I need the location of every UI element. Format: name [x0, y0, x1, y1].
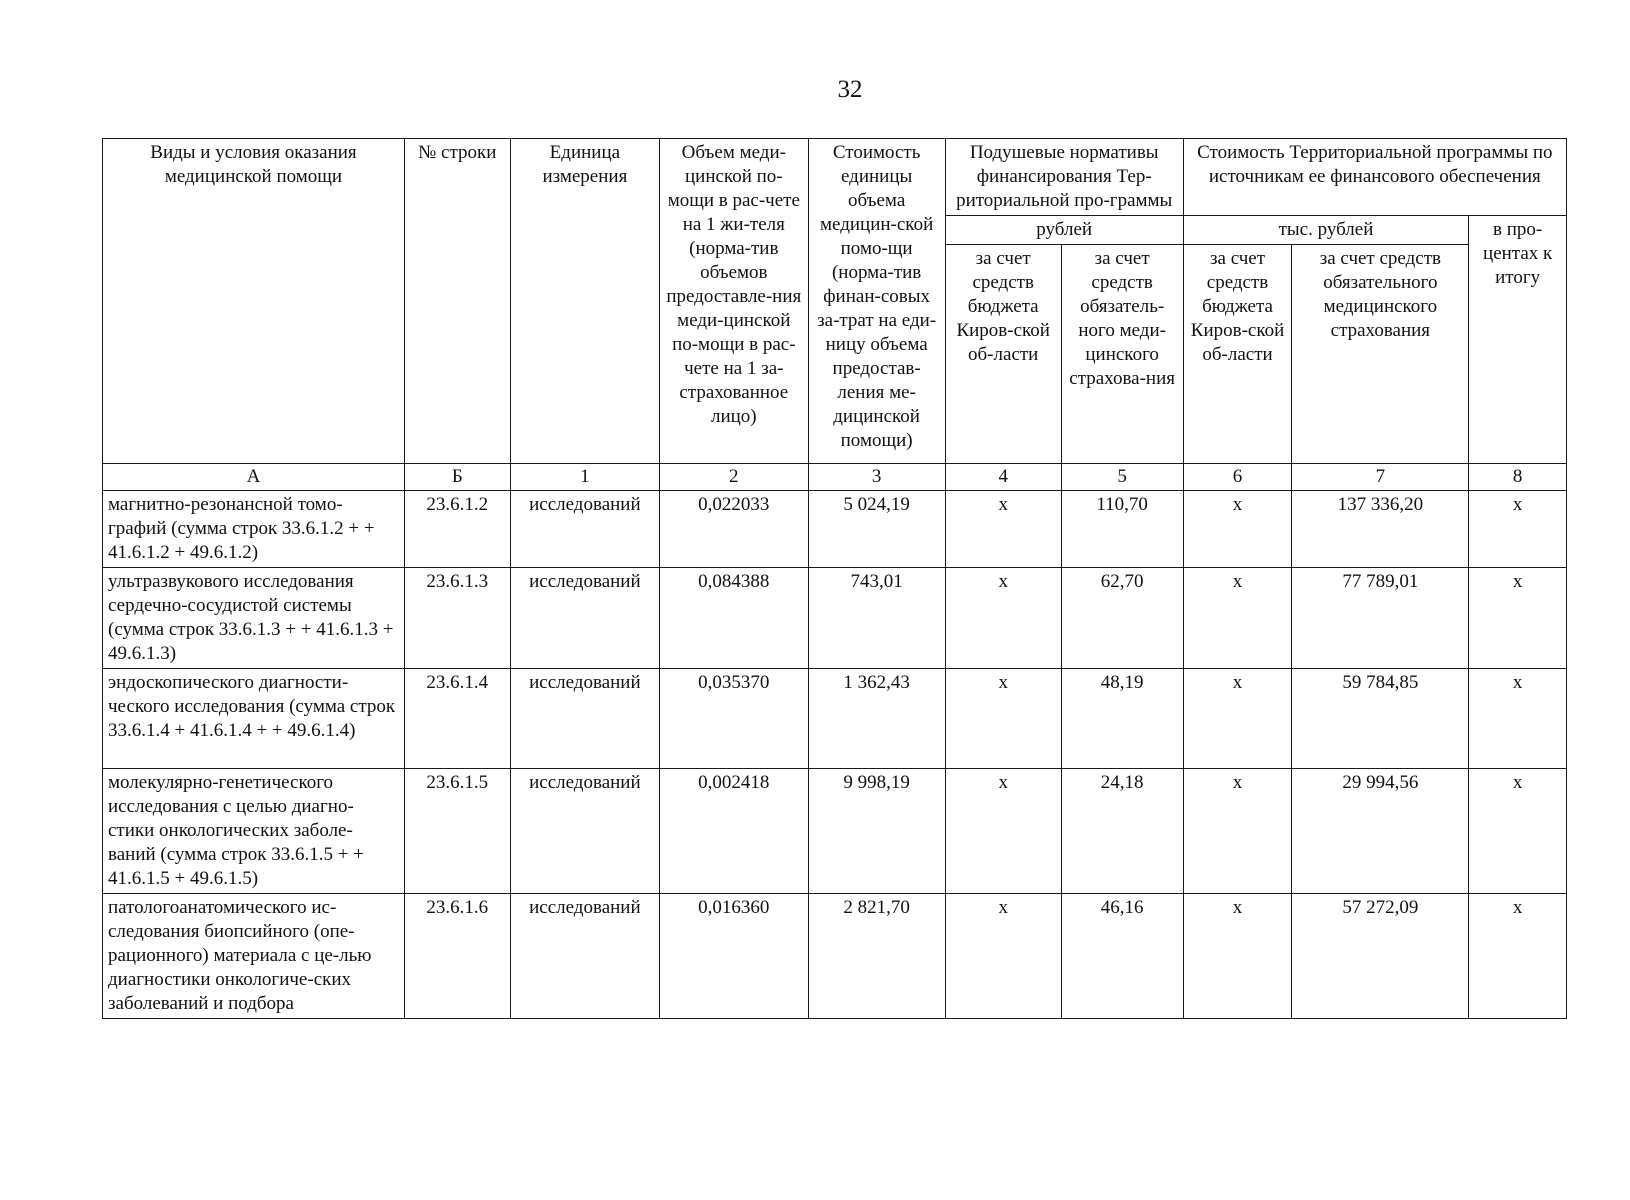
line-number: 23.6.1.3 — [404, 568, 510, 669]
regional-budget-norm-value: х — [945, 769, 1061, 894]
care-type-name: ультразвукового исследования сердечно-сосудистой системы (сумма строк 33.6.1.3 + + 41.6.1.3 + 49.6.1.3) — [103, 568, 405, 669]
unit-cost-value: 5 024,19 — [808, 491, 945, 568]
unit-cost-value: 9 998,19 — [808, 769, 945, 894]
header-oms-cost: за счет средств обязательного медицинского страхования — [1292, 245, 1469, 464]
column-index: 1 — [510, 464, 659, 491]
regional-budget-norm-value: х — [945, 491, 1061, 568]
table-row — [103, 568, 1567, 669]
care-type-name: магнитно-резонансной томо-графий (сумма строк 33.6.1.2 + + 41.6.1.2 + 49.6.1.2) — [103, 491, 405, 568]
header-oms-norm: за счет средств обязатель-ного меди-цинского страхова-ния — [1061, 245, 1183, 464]
oms-cost-value: 77 789,01 — [1292, 568, 1469, 669]
column-index: 4 — [945, 464, 1061, 491]
care-type-name: эндоскопического диагности-ческого исследования (сумма строк 33.6.1.4 + 41.6.1.4 + + 49.6.1.4) — [103, 669, 405, 769]
unit-cost-value: 1 362,43 — [808, 669, 945, 769]
volume-value: 0,035370 — [660, 669, 808, 769]
column-index: 2 — [660, 464, 808, 491]
oms-cost-value: 57 272,09 — [1292, 894, 1469, 1019]
volume-value: 0,002418 — [660, 769, 808, 894]
table-row — [103, 669, 1567, 769]
header-unit: Единица измерения — [510, 139, 659, 464]
table-row — [103, 769, 1567, 894]
percent-of-total-value: х — [1469, 769, 1567, 894]
regional-budget-cost-value: х — [1183, 491, 1292, 568]
header-program-cost: Стоимость Территориальной программы по источникам ее финансового обеспечения — [1183, 139, 1566, 216]
header-care-types: Виды и условия оказания медицинской помощи — [103, 139, 405, 464]
regional-budget-cost-value: х — [1183, 894, 1292, 1019]
regional-budget-cost-value: х — [1183, 568, 1292, 669]
unit-cost-value: 2 821,70 — [808, 894, 945, 1019]
header-regional-budget-cost: за счет средств бюджета Киров-ской об-ласти — [1183, 245, 1292, 464]
care-type-name: молекулярно-генетического исследования с целью диагно-стики онкологических заболе-ваний (сумма строк 33.6.1.5 + + 41.6.1.5 + 49.6.1.5) — [103, 769, 405, 894]
volume-value: 0,022033 — [660, 491, 808, 568]
table-row — [103, 491, 1567, 568]
column-index: 5 — [1061, 464, 1183, 491]
line-number: 23.6.1.6 — [404, 894, 510, 1019]
column-index: 6 — [1183, 464, 1292, 491]
care-type-name: патологоанатомического ис-следования биопсийного (опе-рационного) материала с це-лью диагностики онкологиче-ских заболеваний и подбора — [103, 894, 405, 1019]
oms-cost-value: 137 336,20 — [1292, 491, 1469, 568]
header-unit-thousand-rubles: тыс. рублей — [1183, 216, 1469, 245]
unit-cost-value: 743,01 — [808, 568, 945, 669]
percent-of-total-value: х — [1469, 568, 1567, 669]
header-unit-cost: Стоимость единицы объема медицин-ской помо-щи (норма-тив финан-совых за-трат на еди-ницу объема предостав-ления ме-дицинской помощи) — [808, 139, 945, 464]
volume-value: 0,084388 — [660, 568, 808, 669]
percent-of-total-value: х — [1469, 894, 1567, 1019]
unit-of-measure: исследований — [510, 894, 659, 1019]
oms-norm-value: 24,18 — [1061, 769, 1183, 894]
header-percent-of-total: в про-центах к итогу — [1469, 216, 1567, 464]
medical-care-cost-table — [102, 138, 1567, 1019]
column-index: А — [103, 464, 405, 491]
percent-of-total-value: х — [1469, 669, 1567, 769]
header-unit-rubles: рублей — [945, 216, 1183, 245]
regional-budget-cost-value: х — [1183, 769, 1292, 894]
unit-of-measure: исследований — [510, 568, 659, 669]
table-row — [103, 894, 1567, 1019]
regional-budget-norm-value: х — [945, 669, 1061, 769]
column-index: 8 — [1469, 464, 1567, 491]
header-line-number: № строки — [404, 139, 510, 464]
line-number: 23.6.1.5 — [404, 769, 510, 894]
oms-cost-value: 59 784,85 — [1292, 669, 1469, 769]
percent-of-total-value: х — [1469, 491, 1567, 568]
line-number: 23.6.1.4 — [404, 669, 510, 769]
header-volume: Объем меди-цинской по-мощи в рас-чете на 1 жи-теля (норма-тив объемов предоставле-ния меди-цинской по-мощи в рас-чете на 1 за-страхованное лицо) — [660, 139, 808, 464]
oms-norm-value: 48,19 — [1061, 669, 1183, 769]
oms-cost-value: 29 994,56 — [1292, 769, 1469, 894]
volume-value: 0,016360 — [660, 894, 808, 1019]
column-index: Б — [404, 464, 510, 491]
oms-norm-value: 46,16 — [1061, 894, 1183, 1019]
regional-budget-norm-value: х — [945, 894, 1061, 1019]
header-per-capita-norms: Подушевые нормативы финансирования Тер-риториальной про-граммы — [945, 139, 1183, 216]
unit-of-measure: исследований — [510, 491, 659, 568]
column-index-row — [103, 464, 1567, 491]
column-index: 3 — [808, 464, 945, 491]
page-number: 32 — [837, 76, 863, 103]
oms-norm-value: 110,70 — [1061, 491, 1183, 568]
column-index: 7 — [1292, 464, 1469, 491]
oms-norm-value: 62,70 — [1061, 568, 1183, 669]
unit-of-measure: исследований — [510, 769, 659, 894]
regional-budget-norm-value: х — [945, 568, 1061, 669]
line-number: 23.6.1.2 — [404, 491, 510, 568]
unit-of-measure: исследований — [510, 669, 659, 769]
regional-budget-cost-value: х — [1183, 669, 1292, 769]
header-regional-budget-norm: за счет средств бюджета Киров-ской об-ласти — [945, 245, 1061, 464]
